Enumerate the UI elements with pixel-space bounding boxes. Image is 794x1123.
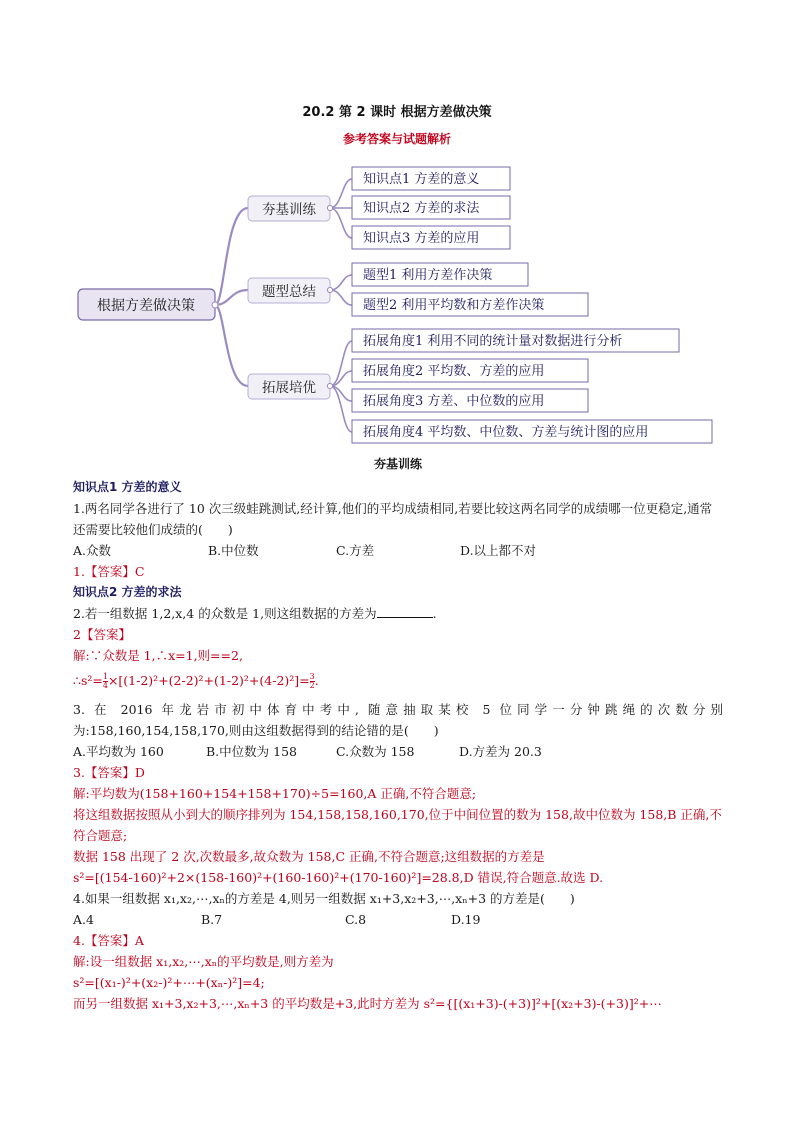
question-3-solution-3: 数据 158 出现了 2 次,次数最多,故众数为 158,C 正确,不符合题意;这组数据的方差是 bbox=[73, 849, 545, 864]
question-3-options bbox=[73, 741, 723, 762]
mindmap-root bbox=[78, 289, 218, 320]
question-4-answer: 4.【答案】A bbox=[73, 933, 144, 948]
answer-blank bbox=[377, 604, 433, 618]
svg-text:题型2 利用平均数和方差作决策: 题型2 利用平均数和方差作决策 bbox=[363, 298, 545, 313]
svg-text:拓展角度2 平均数、方差的应用: 拓展角度2 平均数、方差的应用 bbox=[363, 364, 545, 379]
option-b: B.中位数为 158 bbox=[206, 744, 297, 759]
mindmap-leaf-ext1 bbox=[352, 329, 679, 352]
option-c: C.众数为 158 bbox=[336, 744, 415, 759]
question-2-answer: 2【答案】 bbox=[73, 627, 131, 642]
question-4-solution-3: 而另一组数据 x₁+3,x₂+3,⋯,xₙ+3 的平均数是+3,此时方差为 s²={[(x₁+3)-(+3)]²+[(x₂+3)-(+3)]²+⋯ bbox=[73, 996, 662, 1011]
question-2-solution-2: ∴s²= $\frac{1}{4}$ ×[(1-2)²+(2-2)²+(1-2)²+(4-2)²]= $\frac{3}{2}$ . bbox=[73, 672, 319, 690]
option-a: A.平均数为 160 bbox=[73, 744, 164, 759]
page-title: 20.2 第 2 课时 根据方差做决策 bbox=[302, 105, 492, 120]
mindmap-branch-label: 题型总结 bbox=[262, 284, 316, 300]
section-title: 夯基训练 bbox=[373, 457, 422, 471]
svg-text:知识点2 方差的求法: 知识点2 方差的求法 bbox=[363, 201, 480, 216]
mindmap-diagram bbox=[0, 150, 794, 450]
mindmap-root-label: 根据方差做决策 bbox=[97, 298, 195, 314]
option-d: D.以上都不对 bbox=[460, 543, 537, 558]
option-d: D.方差为 20.3 bbox=[459, 744, 542, 759]
mindmap-branch-0 bbox=[248, 196, 333, 221]
svg-text:拓展角度1 利用不同的统计量对数据进行分析: 拓展角度1 利用不同的统计量对数据进行分析 bbox=[363, 334, 623, 349]
svg-text:拓展角度3 方差、中位数的应用: 拓展角度3 方差、中位数的应用 bbox=[363, 394, 545, 409]
svg-text:拓展角度4 平均数、中位数、方差与统计图的应用: 拓展角度4 平均数、中位数、方差与统计图的应用 bbox=[363, 425, 649, 440]
knowledge-point-1: 知识点1 方差的意义 bbox=[73, 480, 182, 494]
mindmap-leaf-kp1 bbox=[352, 167, 510, 190]
mindmap-subconnectors bbox=[330, 179, 352, 432]
question-3-stem-line-2: 为:158,160,154,158,170,则由这组数据得到的结论错的是( ) bbox=[73, 723, 439, 738]
fraction-three-halves: $\frac{3}{2}$ bbox=[309, 672, 315, 690]
mindmap-branch-label: 拓展培优 bbox=[262, 380, 316, 396]
question-4-solution-2: s²=[(x₁-)²+(x₂-)²+⋯+(xₙ-)²]=4; bbox=[73, 975, 265, 990]
mindmap-leaf-kp3 bbox=[352, 226, 510, 249]
mindmap-leaf-ext2 bbox=[352, 359, 588, 382]
option-b: B.7 bbox=[201, 912, 223, 927]
question-1-stem: 1.两名同学各进行了 10 次三级蛙跳测试,经计算,他们的平均成绩相同,若要比较这两名同学的成绩哪一位更稳定,通常还需要比较他们成绩的( ) bbox=[73, 501, 713, 537]
question-2-stem: 2.若一组数据 1,2,x,4 的众数是 1,则这组数据的方差为 . bbox=[73, 606, 437, 621]
question-2-solution-1: 解:∵众数是 1,∴x=1,则==2, bbox=[73, 648, 243, 663]
mindmap-leaf-type1 bbox=[352, 263, 528, 286]
option-d: D.19 bbox=[451, 912, 481, 927]
option-c: C.8 bbox=[345, 912, 367, 927]
question-4-solution-1: 解:设一组数据 x₁,x₂,⋯,xₙ的平均数是,则方差为 bbox=[73, 954, 334, 969]
document-body bbox=[73, 454, 723, 1014]
fraction-one-quarter: $\frac{1}{4}$ bbox=[102, 672, 108, 690]
question-3-solution-1: 解:平均数为(158+160+154+158+170)÷5=160,A 正确,不符合题意; bbox=[73, 786, 477, 801]
question-4-options bbox=[73, 909, 723, 930]
question-1-options bbox=[73, 540, 723, 561]
question-4-stem: 4.如果一组数据 x₁,x₂,⋯,xₙ的方差是 4,则另一组数据 x₁+3,x₂+3,⋯,xₙ+3 的方差是( ) bbox=[73, 891, 575, 906]
svg-text:知识点1 方差的意义: 知识点1 方差的意义 bbox=[363, 172, 480, 187]
page-subtitle: 参考答案与试题解析 bbox=[342, 132, 451, 146]
mindmap-branch-1 bbox=[248, 278, 333, 303]
question-3-answer: 3.【答案】D bbox=[73, 765, 145, 780]
question-1-answer: 1.【答案】C bbox=[73, 564, 145, 579]
mindmap-leaf-kp2 bbox=[352, 196, 510, 219]
question-3-solution-2: 将这组数据按照从小到大的顺序排列为 154,158,158,160,170,位于中间位置的数为 158,故中位数为 158,B 正确,不符合题意; bbox=[73, 807, 722, 843]
option-a: A.4 bbox=[73, 912, 94, 927]
svg-text:知识点3 方差的应用: 知识点3 方差的应用 bbox=[363, 231, 480, 246]
mindmap-leaf-ext4 bbox=[352, 420, 712, 443]
mindmap-connectors bbox=[215, 208, 248, 386]
mindmap-branch-2 bbox=[248, 374, 333, 399]
option-b: B.中位数 bbox=[208, 543, 259, 558]
question-3-solution-4: s²=[(154-160)²+2×(158-160)²+(160-160)²+(170-160)²]=28.8,D 错误,符合题意.故选 D. bbox=[73, 870, 604, 885]
mindmap-leaf-ext3 bbox=[352, 389, 588, 412]
knowledge-point-2: 知识点2 方差的求法 bbox=[73, 585, 182, 599]
question-3-stem-line-1: 3. 在 2016 年龙岩市初中体育中考中, 随意抽取某校 5 位同学一分钟跳绳的次数分别 bbox=[73, 702, 723, 717]
mindmap-leaf-type2 bbox=[352, 293, 588, 316]
mindmap-branch-label: 夯基训练 bbox=[262, 202, 316, 218]
option-c: C.方差 bbox=[336, 543, 375, 558]
option-a: A.众数 bbox=[73, 543, 112, 558]
svg-text:题型1 利用方差作决策: 题型1 利用方差作决策 bbox=[363, 268, 493, 283]
